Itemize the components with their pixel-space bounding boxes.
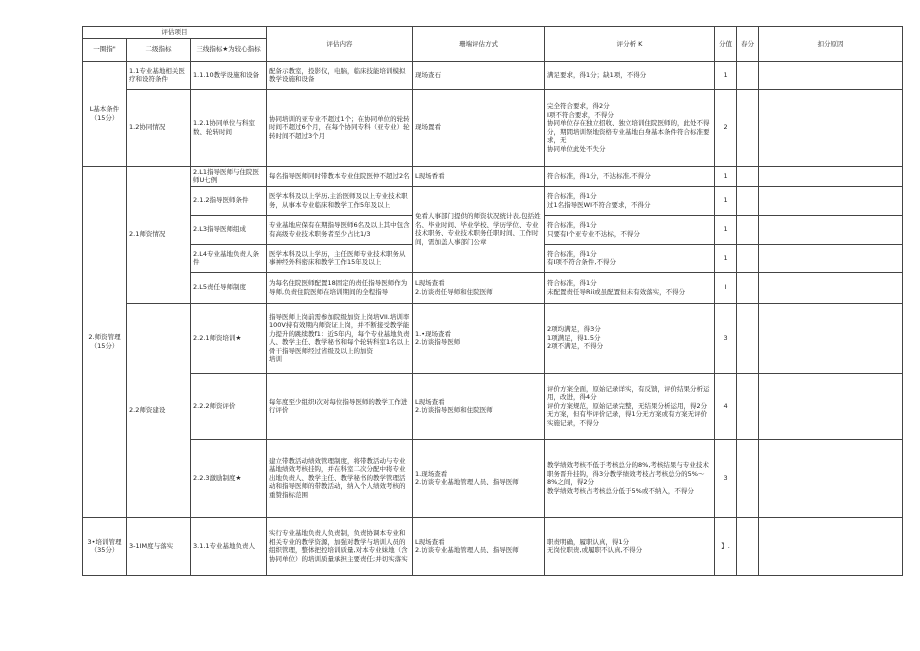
l2-cell: 1.2协同情况 (127, 89, 191, 166)
method-cell: 1.•现场查看 2.访谈指导医师 (413, 303, 545, 373)
deduct-reason-cell (759, 244, 903, 272)
method-cell: 现场置看 (413, 89, 545, 166)
content-cell: 实行专业基地负责人负责制，负责协调本专业和相关专业的教学资源，加强对教学与培训人员的组织管理，整体把控培训质量,对本专业妹地（含协同单位）的培训质量承担主要责任;并切实落实 (267, 517, 413, 575)
points-cell: 1 (715, 244, 737, 272)
content-cell: 医学本科及以上学历，主任医师专业技术职务从事神经外科密床和教学工作15年及以上 (267, 244, 413, 272)
l3-cell: 2.2.2师资评价 (191, 373, 267, 439)
l3-cell: 2.L5责任导师制度 (191, 272, 267, 303)
self-score-cell (737, 373, 759, 439)
header-method: 珊端评估方式 (413, 27, 545, 62)
content-cell: 为每名住院医师配置18固定的责任指导医师作为导师,负责住院医师在培训期间的全程指导 (267, 272, 413, 303)
content-cell: 建立带教活动绩效管理制度，将带教活动与专业基地绩效考核挂钩，并在科室二次分配中将专业出地负责人、教学主任、教学秘书的教学管理活动和指导医师的带教活动，纳入个人绩效考核的重赞指标范围 (267, 439, 413, 517)
method-cell: L现场查看 2.访谈专业基地管理人员、指导医师 (413, 517, 545, 575)
deduct-reason-cell (759, 61, 903, 89)
deduct-reason-cell (759, 303, 903, 373)
l2-cell: 2.2师资建设 (127, 303, 191, 517)
self-score-cell (737, 244, 759, 272)
content-cell: 配备示教室，投影仪，电脑，临床技能培训模拟教学设施和设备 (267, 61, 413, 89)
header-score-rule: 评分析 K (545, 27, 715, 62)
method-cell: 现场查石 (413, 61, 545, 89)
deduct-reason-cell (759, 439, 903, 517)
rule-cell: 符合标准，得1分 有I项不符合条件,不得分 (545, 244, 715, 272)
evaluation-table (82, 26, 903, 576)
self-score-cell (737, 89, 759, 166)
self-score-cell (737, 439, 759, 517)
deduct-reason-cell (759, 373, 903, 439)
deduct-reason-cell (759, 272, 903, 303)
rule-cell: 符合标准，得1分 只要有I个亚专业不达标，不得分 (545, 215, 715, 244)
l3-cell: 3.1.1专业基地负责人 (191, 517, 267, 575)
deduct-reason-cell (759, 89, 903, 166)
l3-cell: 1.1.10教学设施和设备 (191, 61, 267, 89)
self-score-cell (737, 215, 759, 244)
l3-cell: 2.1.2指导医师条件 (191, 186, 267, 215)
points-cell: 4 (715, 373, 737, 439)
points-cell: 1 (715, 186, 737, 215)
header-deduct: 扣分原因 (759, 27, 903, 62)
header-l1: 一圈指" (83, 38, 127, 61)
l2-cell: 1.1专业基地相关医疗和设符条件 (127, 61, 191, 89)
l2-cell: 3-1IM度与落实 (127, 517, 191, 575)
points-cell: 3 (715, 303, 737, 373)
content-cell: 指导医师上岗前需参加院级加资上岗培VII.培训率100V持有效期内师资证上岗，并不断接受教学能力提升的跳续教f1：近5年内，每个专业基地负责人、教学主任、教学秘书和每个轮转科室1名以上骨干指导医师经过省级及以上的加资 培训 (267, 303, 413, 373)
l1-cell: 3•培训管理（35分） (83, 517, 127, 575)
points-cell: 1 (715, 166, 737, 186)
points-cell: 1 (715, 215, 737, 244)
rule-cell: 满足要求，得1分；缺1项，不得分 (545, 61, 715, 89)
l1-cell: 2.师资管理（15分） (83, 166, 127, 517)
self-score-cell (737, 186, 759, 215)
rule-cell: 教学绩效考核不低于考核总分的8%,考核结果与专业技术职务晋升挂钩，得3分教学绩效考枝占考核总分的5%～8%之间，得2分 教学绩效考核占考核总分低于5%或不纳入，不得分 (545, 439, 715, 517)
self-score-cell (737, 272, 759, 303)
deduct-reason-cell (759, 517, 903, 575)
rule-cell: 2项均满足，得3分 1项满足，得1.5分 2项不满足，不得分 (545, 303, 715, 373)
header-self: 春分 (737, 27, 759, 62)
content-cell: 每名指导医师同时带教本专业住院医仲不超过2名 (267, 166, 413, 186)
l3-cell: 2.L4专业基地负责人条件 (191, 244, 267, 272)
rule-cell: 评价方案全面，原始记录详实，有反馈，评价结果分析运用，改进，得4分 评价方案规范，原始记录完整，无结果分析运用，得2分 无方案，但有毕评价记录，得1分无方案或有方案无评价实施记录，不得分 (545, 373, 715, 439)
l2-cell: 2.1师资情况 (127, 166, 191, 303)
method-cell: 免看人事部门提供的师资状况统计表,包括姓名、毕业时间、毕业学校、学历学位、专业技术职务、专业技术职务任职时间、工作时间，需加盖人事部门公章 (413, 186, 545, 272)
header-eval-item: 评估项目 (83, 27, 267, 39)
method-cell: L现场查看 2.访谈指导医师和住院医师 (413, 373, 545, 439)
method-cell: L现场香看 (413, 166, 545, 186)
deduct-reason-cell (759, 166, 903, 186)
l3-cell: 1.2.1协同单位与科室数、轮转时间 (191, 89, 267, 166)
method-cell: L现场查看 2.访谈责任导师和住院医师 (413, 272, 545, 303)
l3-cell: 2.2.3激励制度★ (191, 439, 267, 517)
l3-cell: 2.2.1师资培训★ (191, 303, 267, 373)
header-l2: 二级指标 (127, 38, 191, 61)
content-cell: 医学本科及以上学历,主治医师及以上专业技术职务，从事本专业临床和教学工作5年及以上 (267, 186, 413, 215)
rule-cell: 职责明确，履职认真，得1分 无岗位职贵,或履职不认真,不得分 (545, 517, 715, 575)
points-cell: I (715, 272, 737, 303)
points-cell: 2 (715, 89, 737, 166)
header-content: 评估内容 (267, 27, 413, 62)
self-score-cell (737, 166, 759, 186)
header-points: 分值 (715, 27, 737, 62)
self-score-cell (737, 61, 759, 89)
rule-cell: 符合标准，得1分 未配置责任导Rii或虽配置但未有效落实，不得分 (545, 272, 715, 303)
method-cell: 1.现场查看 2.访谈专业基地管理人员、指导医师 (413, 439, 545, 517)
deduct-reason-cell (759, 186, 903, 215)
deduct-reason-cell (759, 215, 903, 244)
l1-cell: L基本条件（15分） (83, 61, 127, 166)
self-score-cell (737, 303, 759, 373)
content-cell: 专业基地应保有在期指导医师6名及以上其中包含有高级专业技术职务者至少占比1/3 (267, 215, 413, 244)
header-l3: 三线指标★为较心指标 (191, 38, 267, 61)
l3-cell: 2.L1指导医师与住院医师U七例 (191, 166, 267, 186)
rule-cell: 符合标准，得1分 过1名指导医WI不符合要求，不得分 (545, 186, 715, 215)
rule-cell: 符合标准，得1分，不达标准,不得分 (545, 166, 715, 186)
points-cell: 1 (715, 61, 737, 89)
self-score-cell (737, 517, 759, 575)
rule-cell: 完全符合要求，得2分 I项不符合要求，不得分 协同单位存在独立招收、独立培训住院医师的，此处不得分，期間培训祭地资格专业基地白身基本条件符合标准要求，无 协同单位此处不失分 (545, 89, 715, 166)
points-cell: 3 (715, 439, 737, 517)
content-cell: 协同培训的亚专业不超过1个；在协同单位的轮转时间不超过6个月，在每个协同专科（亚专业）轮转时间不超过3个月 (267, 89, 413, 166)
l3-cell: 2.L3指导医师组成 (191, 215, 267, 244)
content-cell: 每年度至少组织I次对每位指导医师的教学工作进行评价 (267, 373, 413, 439)
points-cell: 】. (715, 517, 737, 575)
